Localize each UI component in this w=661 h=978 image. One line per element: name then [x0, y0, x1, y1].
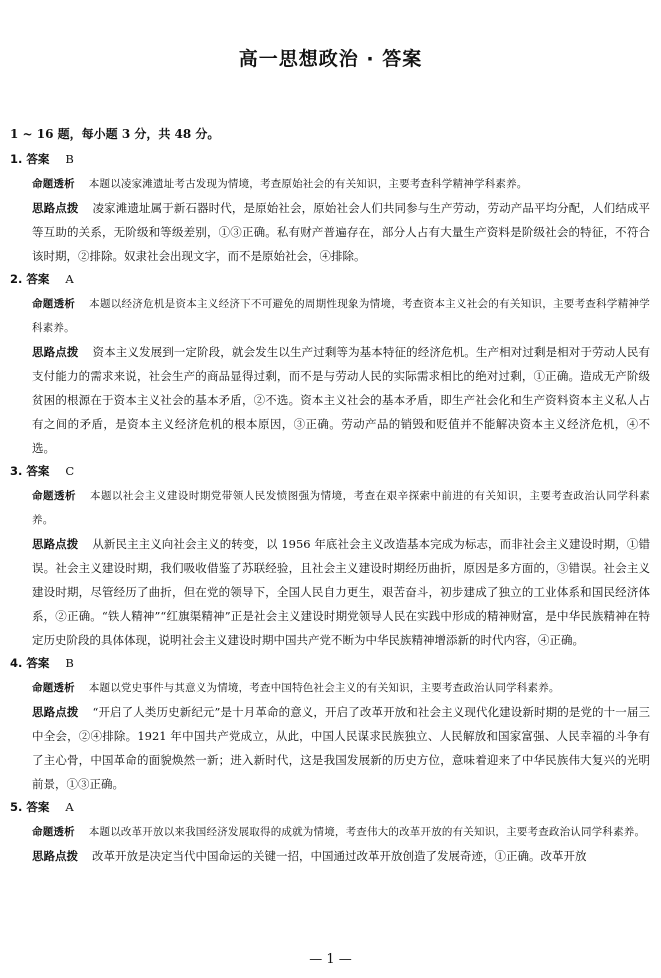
- analysis-text: 从新民主主义向社会主义的转变，以 1956 年底社会主义改造基本完成为标志，而非社会主义建设时期，①错误。社会主义建设时期，我们吸收借鉴了苏联经验，且社会主义建设时期经历曲折，原因是多方面的，③错误。社会主义建设时期，尽管经历了曲折，但在党的领导下，全国人民自力更生，艰苦奋斗，初步建成了独立的工业体系和国民经济体系，②正确。“铁人精神”“红旗渠精神”正是社会主义建设时期党领导人民在实践中形成的精神财富，是中华民族精神在特定历史阶段的具体体现，说明社会主义建设时期中国共产党不断为中华民族精神增添新的时代内容，④正确。: [32, 537, 651, 647]
- analysis-label: 思路点拨: [32, 849, 78, 863]
- intent-text: 本题以改革开放以来我国经济发展取得的成就为情境，考查伟大的改革开放的有关知识，主要考查政治认同学科素养。: [88, 826, 646, 838]
- answer-choice: C: [65, 464, 75, 478]
- answer-content: [10, 124, 650, 868]
- answer-label: 答案: [26, 464, 50, 478]
- intent-paragraph: [10, 292, 650, 340]
- analysis-paragraph: [10, 340, 650, 460]
- question-number: 3.: [10, 464, 23, 478]
- question-header: [10, 652, 650, 676]
- answer-label: 答案: [26, 272, 50, 286]
- answer-choice: B: [65, 656, 74, 670]
- intent-label: 命题透析: [32, 682, 75, 694]
- analysis-paragraph: [10, 700, 650, 796]
- answer-choice: A: [65, 800, 74, 814]
- question-header: [10, 796, 650, 820]
- answer-label: 答案: [26, 800, 50, 814]
- intent-paragraph: [10, 676, 650, 700]
- page-title: 高一思想政治 · 答案: [238, 48, 423, 70]
- intent-label: 命题透析: [32, 490, 76, 502]
- question-number: 1.: [10, 152, 23, 166]
- question-header: [10, 148, 650, 172]
- analysis-text: 资本主义发展到一定阶段，就会发生以生产过剩等为基本特征的经济危机。生产相对过剩是相对于劳动人民有支付能力的需求来说，社会生产的商品显得过剩，而不是与劳动人民的实际需求相比的绝对过剩，①正确。造成无产阶级贫困的根源在于资本主义社会的基本矛盾，②不选。资本主义社会的基本矛盾，即生产社会化和生产资料资本主义私人占有之间的矛盾，是资本主义经济危机的根本原因，③正确。劳动产品的销毁和贬值并不能解决资本主义经济危机，④不选。: [32, 345, 651, 455]
- question-item: [10, 652, 650, 796]
- intent-label: 命题透析: [32, 826, 75, 838]
- question-item: [10, 268, 650, 460]
- intent-text: 本题以凌家滩遗址考古发现为情境，考查原始社会的有关知识，主要考查科学精神学科素养。: [88, 178, 528, 190]
- intent-label: 命题透析: [32, 178, 75, 190]
- intent-paragraph: [10, 484, 650, 532]
- answer-label: 答案: [26, 152, 50, 166]
- question-list: [10, 148, 650, 868]
- question-item: [10, 796, 650, 868]
- intent-paragraph: [10, 172, 650, 196]
- analysis-paragraph: [10, 532, 650, 652]
- page-number: — 1 —: [309, 952, 352, 967]
- analysis-label: 思路点拨: [32, 345, 79, 359]
- answer-choice: A: [65, 272, 74, 286]
- answer-label: 答案: [26, 656, 50, 670]
- question-header: [10, 268, 650, 292]
- analysis-text: 改革开放是决定当代中国命运的关键一招，中国通过改革开放创造了发展奇迹，①正确。改革开放: [92, 849, 587, 863]
- question-number: 4.: [10, 656, 23, 670]
- intent-label: 命题透析: [32, 298, 76, 310]
- analysis-text: 凌家滩遗址属于新石器时代，是原始社会，原始社会人们共同参与生产劳动，劳动产品平均分配，人们结成平等互助的关系，无阶级和等级差别，①③正确。私有财产普遍存在，部分人占有大量生产资料是阶级社会的特征，不符合该时期，②排除。奴隶社会出现文字，而不是原始社会，④排除。: [32, 201, 651, 263]
- question-number: 5.: [10, 800, 23, 814]
- question-header: [10, 460, 650, 484]
- analysis-paragraph: [10, 196, 650, 268]
- question-item: [10, 148, 650, 268]
- question-number: 2.: [10, 272, 23, 286]
- analysis-label: 思路点拨: [32, 201, 79, 215]
- answer-choice: B: [65, 152, 74, 166]
- intent-text: 本题以党史事件与其意义为情境，考查中国特色社会主义的有关知识，主要考查政治认同学科素养。: [88, 682, 560, 694]
- analysis-label: 思路点拨: [32, 537, 79, 551]
- intent-text: 本题以经济危机是资本主义经济下不可避免的周期性现象为情境，考查资本主义社会的有关知识，主要考查科学精神学科素养。: [32, 298, 650, 334]
- intent-text: 本题以社会主义建设时期党带领人民发愤图强为情境，考查在艰辛探索中前进的有关知识，主要考查政治认同学科素养。: [32, 490, 650, 526]
- analysis-text: “开启了人类历史新纪元”是十月革命的意义，开启了改革开放和社会主义现代化建设新时期的是党的十一届三中全会，②④排除。1921 年中国共产党成立，从此，中国人民谋求民族独立、人民解放和国家富强、人民幸福的斗争有了主心骨，中国革命的面貌焕然一新；进入新时代，这是我国发展新的历史方位，意味着迎来了中华民族伟大复兴的光明前景，①③正确。: [32, 705, 650, 791]
- intent-paragraph: [10, 820, 650, 844]
- analysis-label: 思路点拨: [32, 705, 79, 719]
- analysis-paragraph: [10, 844, 650, 868]
- section-intro: 1 ~ 16 题，每小题 3 分，共 48 分。: [10, 127, 220, 141]
- question-item: [10, 460, 650, 652]
